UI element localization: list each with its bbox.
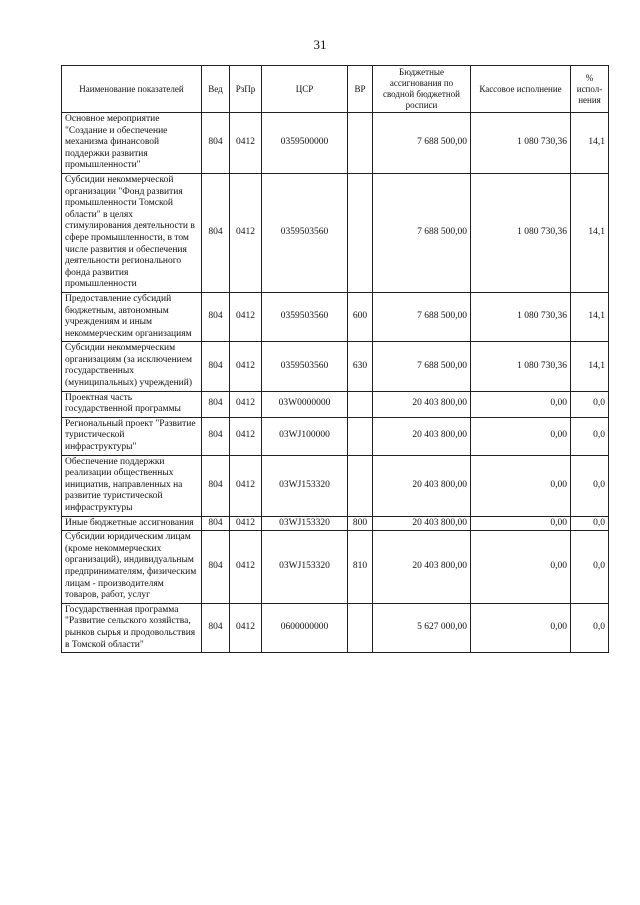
table-row: [62, 531, 609, 604]
row-csr: 03WJ100000: [262, 417, 348, 455]
row-rzpr: 0412: [230, 603, 262, 652]
row-cash: 0,00: [471, 417, 571, 455]
row-vr: [348, 603, 373, 652]
row-ved: 804: [202, 173, 230, 292]
row-budget: 20 403 800,00: [373, 516, 471, 531]
row-rzpr: 0412: [230, 516, 262, 531]
row-cash: 1 080 730,36: [471, 173, 571, 292]
row-vr: [348, 113, 373, 174]
row-percent: 0,0: [571, 417, 609, 455]
row-percent: 0,0: [571, 516, 609, 531]
header-name: Наименование показателей: [62, 66, 202, 113]
row-ved: 804: [202, 455, 230, 516]
header-vr: ВР: [348, 66, 373, 113]
row-cash: 1 080 730,36: [471, 292, 571, 341]
row-rzpr: 0412: [230, 292, 262, 341]
row-cash: 0,00: [471, 603, 571, 652]
table-row: [62, 342, 609, 391]
budget-execution-table: [61, 65, 609, 653]
table-row: [62, 455, 609, 516]
row-vr: 600: [348, 292, 373, 341]
table-row: [62, 516, 609, 531]
row-percent: 0,0: [571, 531, 609, 604]
row-vr: 630: [348, 342, 373, 391]
row-name: Предоставление субсидий бюджетным, автономным учреждениям и иным некоммерческим организациям: [62, 292, 202, 341]
row-ved: 804: [202, 113, 230, 174]
row-cash: 0,00: [471, 516, 571, 531]
header-budget: Бюджетные ассигнования по сводной бюджетной росписи: [373, 66, 471, 113]
row-percent: 14,1: [571, 173, 609, 292]
row-csr: 0359503560: [262, 292, 348, 341]
table-row: [62, 113, 609, 174]
row-rzpr: 0412: [230, 417, 262, 455]
row-vr: 800: [348, 516, 373, 531]
row-percent: 0,0: [571, 391, 609, 417]
row-rzpr: 0412: [230, 113, 262, 174]
row-cash: 0,00: [471, 391, 571, 417]
row-csr: 03WJ153320: [262, 516, 348, 531]
row-name: Иные бюджетные ассигнования: [62, 516, 202, 531]
row-name: Субсидии некоммерческим организациям (за исключением государственных (муниципальных) учреждений): [62, 342, 202, 391]
row-budget: 20 403 800,00: [373, 417, 471, 455]
table-row: [62, 173, 609, 292]
table-row: [62, 603, 609, 652]
header-row: [62, 66, 609, 113]
row-csr: 0359500000: [262, 113, 348, 174]
row-budget: 20 403 800,00: [373, 531, 471, 604]
row-name: Субсидии юридическим лицам (кроме некоммерческих организаций), индивидуальным предпринимателям, физическим лицам - производителям товаров, работ, услуг: [62, 531, 202, 604]
header-csr: ЦСР: [262, 66, 348, 113]
row-ved: 804: [202, 417, 230, 455]
row-csr: 0359503560: [262, 173, 348, 292]
row-ved: 804: [202, 342, 230, 391]
row-percent: 14,1: [571, 292, 609, 341]
row-csr: 03WJ153320: [262, 455, 348, 516]
row-vr: [348, 173, 373, 292]
row-budget: 20 403 800,00: [373, 391, 471, 417]
row-percent: 14,1: [571, 113, 609, 174]
row-ved: 804: [202, 292, 230, 341]
row-percent: 14,1: [571, 342, 609, 391]
row-name: Основное мероприятие "Создание и обеспечение механизма финансовой поддержки развития промышленности": [62, 113, 202, 174]
row-cash: 1 080 730,36: [471, 342, 571, 391]
row-cash: 1 080 730,36: [471, 113, 571, 174]
row-name: Субсидии некоммерческой организации "Фонд развития промышленности Томской области" в целях стимулирования деятельности в сфере промышленности, в том числе развития и обеспечения деятельности регионального фонда развития промышленности: [62, 173, 202, 292]
row-csr: 03W0000000: [262, 391, 348, 417]
header-rzpr: РзПр: [230, 66, 262, 113]
row-name: Обеспечение поддержки реализации общественных инициатив, направленных на развитие туристической инфраструктуры: [62, 455, 202, 516]
row-percent: 0,0: [571, 455, 609, 516]
row-budget: 7 688 500,00: [373, 173, 471, 292]
row-cash: 0,00: [471, 531, 571, 604]
row-budget: 7 688 500,00: [373, 342, 471, 391]
row-vr: [348, 391, 373, 417]
row-ved: 804: [202, 516, 230, 531]
row-vr: [348, 455, 373, 516]
table-row: [62, 292, 609, 341]
row-name: Проектная часть государственной программы: [62, 391, 202, 417]
row-csr: 0600000000: [262, 603, 348, 652]
row-vr: [348, 417, 373, 455]
row-rzpr: 0412: [230, 391, 262, 417]
header-percent: % испол-нения: [571, 66, 609, 113]
row-budget: 20 403 800,00: [373, 455, 471, 516]
header-ved: Вед: [202, 66, 230, 113]
row-csr: 0359503560: [262, 342, 348, 391]
header-cash: Кассовое исполнение: [471, 66, 571, 113]
row-rzpr: 0412: [230, 342, 262, 391]
row-name: Региональный проект "Развитие туристической инфраструктуры": [62, 417, 202, 455]
page-number: 31: [313, 37, 327, 52]
row-rzpr: 0412: [230, 531, 262, 604]
row-budget: 7 688 500,00: [373, 292, 471, 341]
row-rzpr: 0412: [230, 455, 262, 516]
row-ved: 804: [202, 531, 230, 604]
row-percent: 0,0: [571, 603, 609, 652]
row-rzpr: 0412: [230, 173, 262, 292]
table-row: [62, 417, 609, 455]
row-budget: 5 627 000,00: [373, 603, 471, 652]
row-ved: 804: [202, 391, 230, 417]
row-budget: 7 688 500,00: [373, 113, 471, 174]
row-vr: 810: [348, 531, 373, 604]
row-ved: 804: [202, 603, 230, 652]
row-name: Государственная программа "Развитие сельского хозяйства, рынков сырья и продовольствия в Томской области": [62, 603, 202, 652]
table-row: [62, 391, 609, 417]
row-csr: 03WJ153320: [262, 531, 348, 604]
row-cash: 0,00: [471, 455, 571, 516]
